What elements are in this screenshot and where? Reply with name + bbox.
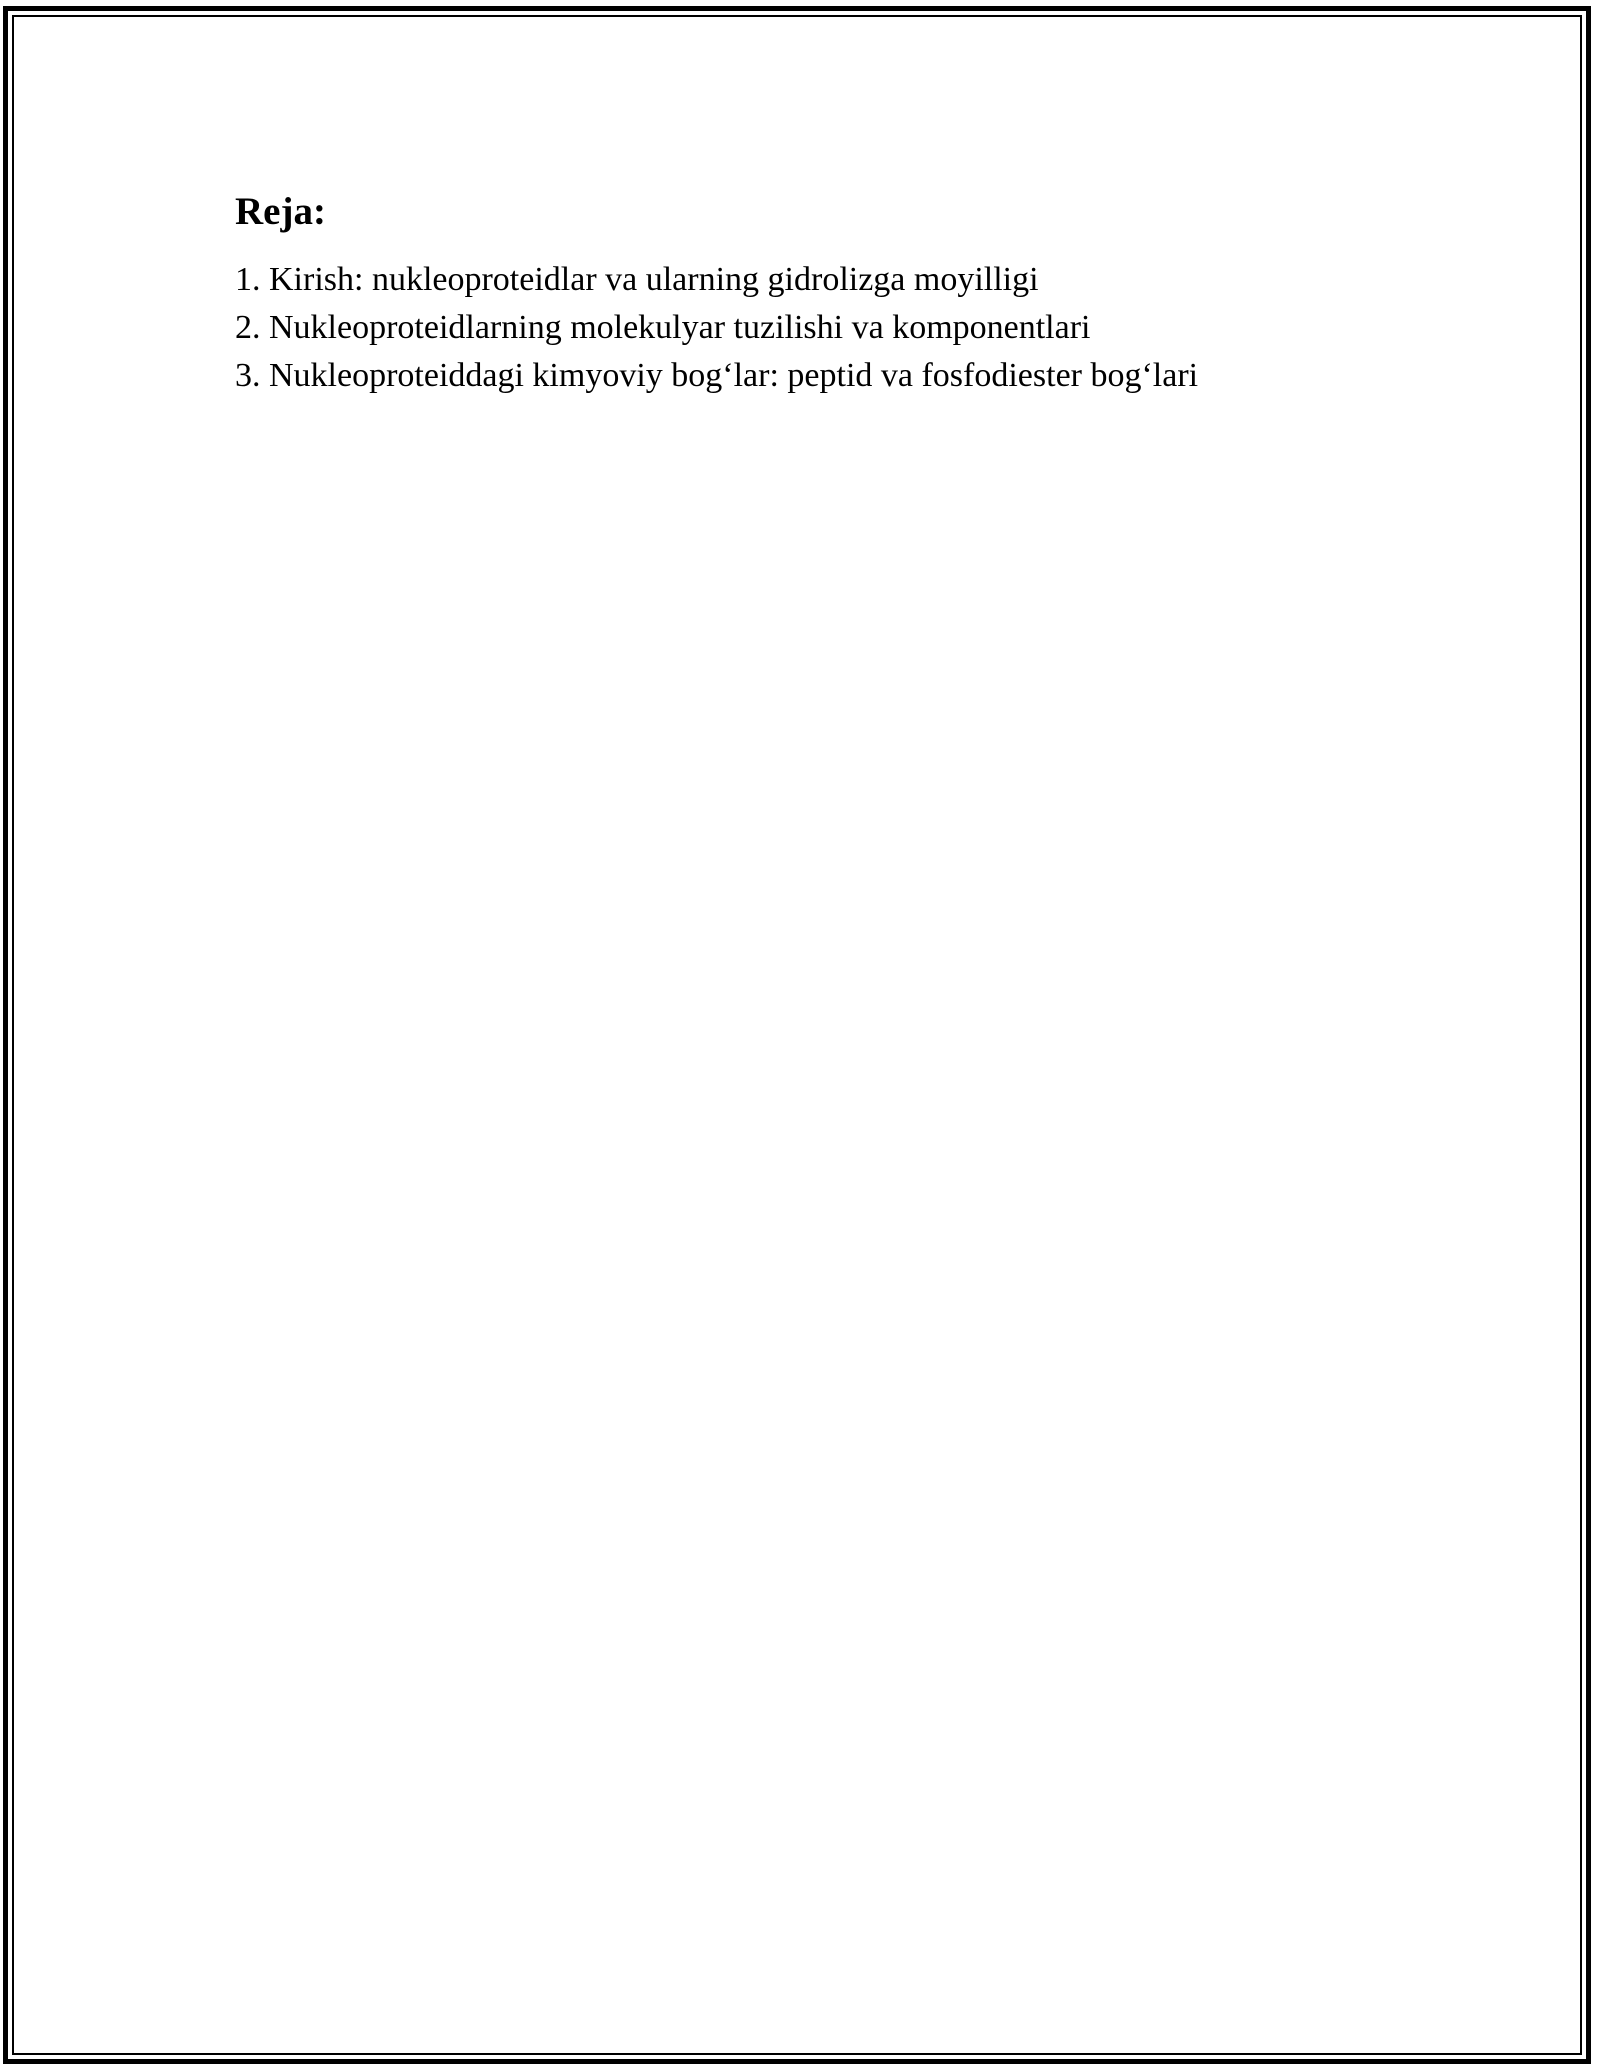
plan-item-2: 2. Nukleoproteidlarning molekulyar tuzilishi va komponentlari: [235, 309, 1091, 346]
document-content: [235, 186, 1435, 400]
plan-item-1: 1. Kirish: nukleoproteidlar va ularning gidrolizga moyilligi: [235, 261, 1039, 298]
plan-item-3: 3. Nukleoproteiddagi kimyoviy bog‘lar: peptid va fosfodiester bog‘lari: [235, 357, 1199, 394]
plan-list: [235, 256, 1435, 400]
plan-heading: Reja:: [235, 190, 326, 233]
